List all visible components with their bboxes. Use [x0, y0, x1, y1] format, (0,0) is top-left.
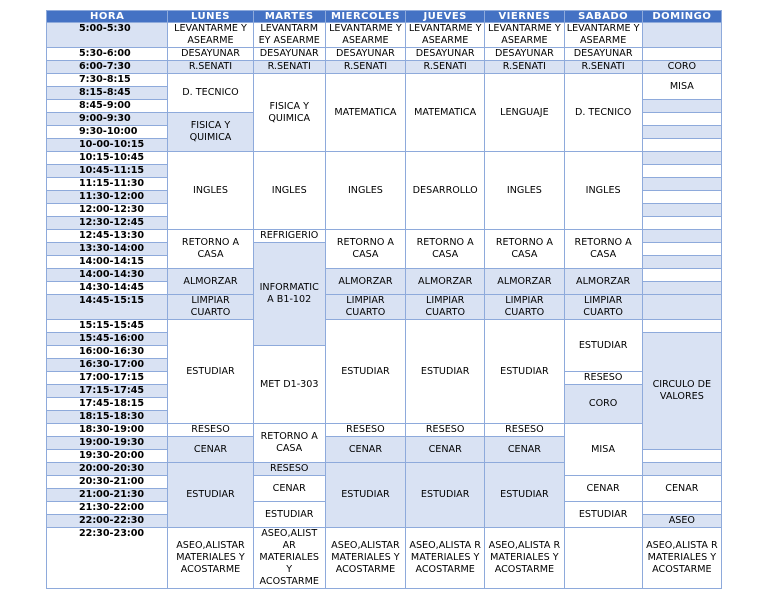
domingo-activity-cell: ASEO	[642, 515, 721, 528]
hour-cell: 10:45-11:15	[47, 165, 168, 178]
martes-activity-cell: RETORNO A CASA	[253, 424, 325, 463]
hour-cell: 21:30-22:00	[47, 502, 168, 515]
hour-cell: 20:30-21:00	[47, 476, 168, 489]
lunes-activity-cell: D. TECNICO	[168, 74, 253, 113]
miercoles-activity-cell: LIMPIAR CUARTO	[325, 295, 405, 320]
domingo-activity-cell	[642, 23, 721, 48]
hour-cell: 17:00-17:15	[47, 372, 168, 385]
hour-cell: 12:30-12:45	[47, 217, 168, 230]
hour-cell: 21:00-21:30	[47, 489, 168, 502]
sabado-activity-cell: ALMORZAR	[564, 269, 642, 295]
martes-activity-cell: CENAR	[253, 476, 325, 502]
domingo-activity-cell	[642, 217, 721, 230]
jueves-activity-cell: MATEMATICA	[406, 74, 485, 152]
hour-cell: 17:45-18:15	[47, 398, 168, 411]
miercoles-activity-cell: RESESO	[325, 424, 405, 437]
lunes-activity-cell: ALMORZAR	[168, 269, 253, 295]
jueves-activity-cell: LIMPIAR CUARTO	[406, 295, 485, 320]
schedule-row	[47, 424, 722, 437]
martes-activity-cell: ESTUDIAR	[253, 502, 325, 528]
hour-cell: 11:30-12:00	[47, 191, 168, 204]
viernes-activity-cell: LIMPIAR CUARTO	[485, 295, 564, 320]
hour-cell: 5:00-5:30	[47, 23, 168, 48]
schedule-row	[47, 48, 722, 61]
jueves-activity-cell: R.SENATI	[406, 61, 485, 74]
schedule-row	[47, 152, 722, 165]
lunes-activity-cell: FISICA Y QUIMICA	[168, 113, 253, 152]
hour-cell: 12:45-13:30	[47, 230, 168, 243]
miercoles-activity-cell: ESTUDIAR	[325, 463, 405, 528]
miercoles-activity-cell: LEVANTARME Y ASEARME	[325, 23, 405, 48]
domingo-activity-cell: CIRCULO DE VALORES	[642, 333, 721, 450]
schedule-row	[47, 320, 722, 333]
lunes-activity-cell: R.SENATI	[168, 61, 253, 74]
domingo-activity-cell	[642, 450, 721, 463]
domingo-activity-cell	[642, 191, 721, 204]
sabado-activity-cell: D. TECNICO	[564, 74, 642, 152]
domingo-activity-cell	[642, 48, 721, 61]
lunes-activity-cell: RETORNO A CASA	[168, 230, 253, 269]
martes-activity-cell: ASEO,ALIST AR MATERIALES Y ACOSTARME	[253, 528, 325, 589]
domingo-activity-cell	[642, 230, 721, 243]
hour-cell: 7:30-8:15	[47, 74, 168, 87]
hour-cell: 16:00-16:30	[47, 346, 168, 359]
miercoles-activity-cell: RETORNO A CASA	[325, 230, 405, 269]
header-jueves: JUEVES	[406, 11, 485, 23]
martes-activity-cell: INGLES	[253, 152, 325, 230]
viernes-activity-cell: R.SENATI	[485, 61, 564, 74]
miercoles-activity-cell: DESAYUNAR	[325, 48, 405, 61]
viernes-activity-cell: ESTUDIAR	[485, 463, 564, 528]
domingo-activity-cell: MISA	[642, 74, 721, 100]
hour-cell: 5:30-6:00	[47, 48, 168, 61]
hour-cell: 12:00-12:30	[47, 204, 168, 217]
lunes-activity-cell: DESAYUNAR	[168, 48, 253, 61]
hour-cell: 22:30-23:00	[47, 528, 168, 589]
viernes-activity-cell: LENGUAJE	[485, 74, 564, 152]
hour-cell: 14:45-15:15	[47, 295, 168, 320]
domingo-activity-cell	[642, 243, 721, 256]
hour-cell: 14:30-14:45	[47, 282, 168, 295]
domingo-activity-cell	[642, 320, 721, 333]
lunes-activity-cell: INGLES	[168, 152, 253, 230]
weekly-schedule-table	[46, 10, 722, 589]
jueves-activity-cell: CENAR	[406, 437, 485, 463]
header-row	[47, 11, 722, 23]
miercoles-activity-cell: ESTUDIAR	[325, 320, 405, 424]
viernes-activity-cell: CENAR	[485, 437, 564, 463]
domingo-activity-cell: CENAR	[642, 476, 721, 502]
viernes-activity-cell: LEVANTARME Y ASEARME	[485, 23, 564, 48]
sabado-activity-cell: ESTUDIAR	[564, 502, 642, 528]
viernes-activity-cell: RETORNO A CASA	[485, 230, 564, 269]
jueves-activity-cell: ALMORZAR	[406, 269, 485, 295]
jueves-activity-cell: RETORNO A CASA	[406, 230, 485, 269]
header-martes: MARTES	[253, 11, 325, 23]
martes-activity-cell: DESAYUNAR	[253, 48, 325, 61]
domingo-activity-cell	[642, 165, 721, 178]
miercoles-activity-cell: CENAR	[325, 437, 405, 463]
jueves-activity-cell: ASEO,ALISTA R MATERIALES Y ACOSTARME	[406, 528, 485, 589]
sabado-activity-cell: CORO	[564, 385, 642, 424]
domingo-activity-cell	[642, 100, 721, 113]
miercoles-activity-cell: MATEMATICA	[325, 74, 405, 152]
domingo-activity-cell	[642, 463, 721, 476]
sabado-activity-cell: ESTUDIAR	[564, 320, 642, 372]
domingo-activity-cell	[642, 295, 721, 320]
martes-activity-cell: R.SENATI	[253, 61, 325, 74]
hour-cell: 9:30-10:00	[47, 126, 168, 139]
hour-cell: 13:30-14:00	[47, 243, 168, 256]
viernes-activity-cell: DESAYUNAR	[485, 48, 564, 61]
hour-cell: 19:30-20:00	[47, 450, 168, 463]
hour-cell: 18:30-19:00	[47, 424, 168, 437]
sabado-activity-cell: DESAYUNAR	[564, 48, 642, 61]
sabado-activity-cell: MISA	[564, 424, 642, 476]
domingo-activity-cell: ASEO,ALISTA R MATERIALES Y ACOSTARME	[642, 528, 721, 589]
schedule-row	[47, 74, 722, 87]
domingo-activity-cell	[642, 269, 721, 282]
hour-cell: 8:15-8:45	[47, 87, 168, 100]
header-sabado: SABADO	[564, 11, 642, 23]
domingo-activity-cell	[642, 178, 721, 191]
sabado-activity-cell: R.SENATI	[564, 61, 642, 74]
domingo-activity-cell: CORO	[642, 61, 721, 74]
domingo-activity-cell	[642, 282, 721, 295]
viernes-activity-cell: ASEO,ALISTA R MATERIALES Y ACOSTARME	[485, 528, 564, 589]
schedule-row	[47, 269, 722, 282]
hour-cell: 18:15-18:30	[47, 411, 168, 424]
domingo-activity-cell	[642, 139, 721, 152]
jueves-activity-cell: ESTUDIAR	[406, 463, 485, 528]
jueves-activity-cell: ESTUDIAR	[406, 320, 485, 424]
viernes-activity-cell: ESTUDIAR	[485, 320, 564, 424]
schedule-row	[47, 61, 722, 74]
viernes-activity-cell: ALMORZAR	[485, 269, 564, 295]
jueves-activity-cell: DESARROLLO	[406, 152, 485, 230]
header-hora: HORA	[47, 11, 168, 23]
header-viernes: VIERNES	[485, 11, 564, 23]
domingo-activity-cell	[642, 256, 721, 269]
domingo-activity-cell	[642, 152, 721, 165]
martes-activity-cell: RESESO	[253, 463, 325, 476]
miercoles-activity-cell: R.SENATI	[325, 61, 405, 74]
sabado-activity-cell: RETORNO A CASA	[564, 230, 642, 269]
hour-cell: 15:45-16:00	[47, 333, 168, 346]
jueves-activity-cell: DESAYUNAR	[406, 48, 485, 61]
sabado-activity-cell: LIMPIAR CUARTO	[564, 295, 642, 320]
martes-activity-cell: REFRIGERIO	[253, 230, 325, 243]
hour-cell: 10:15-10:45	[47, 152, 168, 165]
lunes-activity-cell: ASEO,ALISTAR MATERIALES Y ACOSTARME	[168, 528, 253, 589]
miercoles-activity-cell: ALMORZAR	[325, 269, 405, 295]
sabado-activity-cell	[564, 528, 642, 589]
sabado-activity-cell: CENAR	[564, 476, 642, 502]
domingo-activity-cell	[642, 113, 721, 126]
domingo-activity-cell	[642, 204, 721, 217]
header-lunes: LUNES	[168, 11, 253, 23]
sabado-activity-cell: INGLES	[564, 152, 642, 230]
martes-activity-cell: INFORMATIC A B1-102	[253, 243, 325, 346]
miercoles-activity-cell: INGLES	[325, 152, 405, 230]
hour-cell: 19:00-19:30	[47, 437, 168, 450]
domingo-activity-cell	[642, 502, 721, 515]
viernes-activity-cell: RESESO	[485, 424, 564, 437]
lunes-activity-cell: LEVANTARME Y ASEARME	[168, 23, 253, 48]
schedule-body	[47, 23, 722, 589]
hour-cell: 15:15-15:45	[47, 320, 168, 333]
hour-cell: 14:00-14:15	[47, 256, 168, 269]
lunes-activity-cell: CENAR	[168, 437, 253, 463]
domingo-activity-cell	[642, 126, 721, 139]
lunes-activity-cell: ESTUDIAR	[168, 463, 253, 528]
hour-cell: 11:15-11:30	[47, 178, 168, 191]
hour-cell: 6:00-7:30	[47, 61, 168, 74]
miercoles-activity-cell: ASEO,ALISTAR MATERIALES Y ACOSTARME	[325, 528, 405, 589]
hour-cell: 10-00-10:15	[47, 139, 168, 152]
lunes-activity-cell: LIMPIAR CUARTO	[168, 295, 253, 320]
viernes-activity-cell: INGLES	[485, 152, 564, 230]
hour-cell: 9:00-9:30	[47, 113, 168, 126]
lunes-activity-cell: ESTUDIAR	[168, 320, 253, 424]
hour-cell: 22:00-22:30	[47, 515, 168, 528]
martes-activity-cell: FISICA Y QUIMICA	[253, 74, 325, 152]
hour-cell: 14:00-14:30	[47, 269, 168, 282]
jueves-activity-cell: RESESO	[406, 424, 485, 437]
header-domingo: DOMINGO	[642, 11, 721, 23]
martes-activity-cell: LEVANTARM EY ASEARME	[253, 23, 325, 48]
martes-activity-cell: MET D1-303	[253, 346, 325, 424]
schedule-row	[47, 230, 722, 243]
header-miercoles: MIERCOLES	[325, 11, 405, 23]
hour-cell: 16:30-17:00	[47, 359, 168, 372]
hour-cell: 17:15-17:45	[47, 385, 168, 398]
sabado-activity-cell: LEVANTARME Y ASEARME	[564, 23, 642, 48]
jueves-activity-cell: LEVANTARME Y ASEARME	[406, 23, 485, 48]
sabado-activity-cell: RESESO	[564, 372, 642, 385]
lunes-activity-cell: RESESO	[168, 424, 253, 437]
hour-cell: 8:45-9:00	[47, 100, 168, 113]
hour-cell: 20:00-20:30	[47, 463, 168, 476]
